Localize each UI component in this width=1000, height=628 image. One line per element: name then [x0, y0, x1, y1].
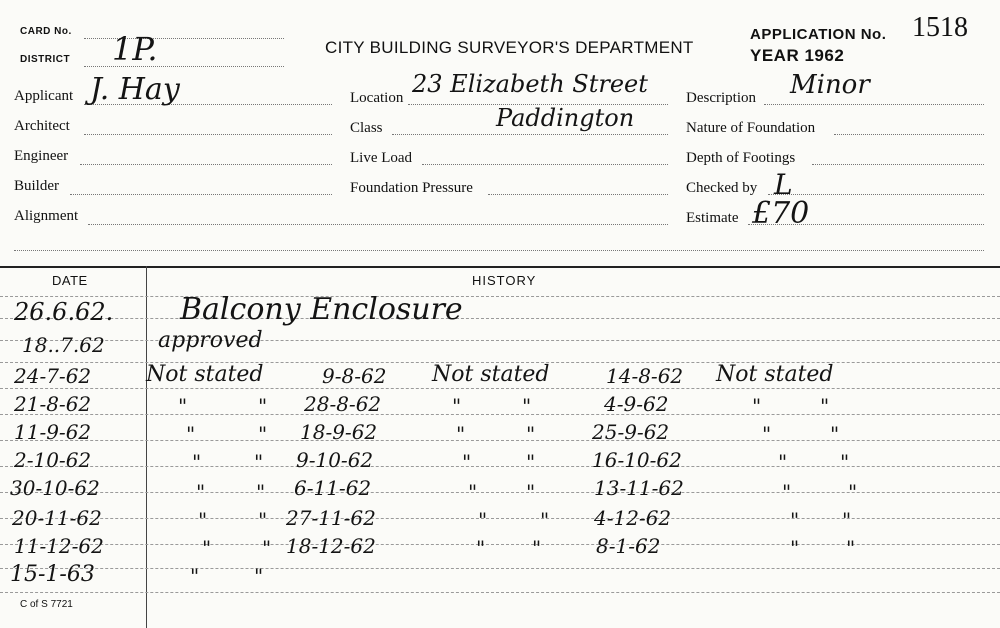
- applicant-label: Applicant: [14, 88, 74, 104]
- ditto-mark: ": [178, 394, 188, 418]
- history-row-5-date-b: 18-9-62: [300, 420, 378, 444]
- ditto-mark: ": [254, 450, 264, 474]
- ditto-mark: ": [202, 536, 212, 560]
- ditto-mark: ": [192, 450, 202, 474]
- ditto-mark: ": [790, 536, 800, 560]
- description-label: Description: [686, 90, 756, 106]
- location-label: Location: [350, 90, 404, 106]
- ditto-mark: ": [848, 480, 858, 504]
- ditto-mark: ": [462, 450, 472, 474]
- history-row-8-date: 20-11-62: [12, 506, 102, 530]
- date-column-divider: [146, 266, 147, 628]
- district-label: DISTRICT: [20, 54, 71, 65]
- location-value-street: 23 Elizabeth Street: [412, 70, 648, 98]
- estimate-value: £70: [752, 196, 810, 231]
- ditto-mark: ": [258, 394, 268, 418]
- ditto-mark: ": [782, 480, 792, 504]
- ditto-mark: ": [840, 450, 850, 474]
- history-row-1-text: Balcony Enclosure: [180, 292, 463, 327]
- history-row-2-text: approved: [158, 328, 263, 353]
- date-header: DATE: [52, 273, 88, 288]
- ditto-mark: ": [762, 422, 772, 446]
- estimate-label: Estimate: [686, 210, 739, 226]
- ditto-mark: ": [258, 422, 268, 446]
- alignment-label: Alignment: [14, 208, 79, 224]
- engineer-label: Engineer: [14, 148, 69, 164]
- history-row-5-date: 11-9-62: [14, 420, 92, 444]
- history-row-6-date-c: 16-10-62: [592, 448, 682, 472]
- ditto-mark: ": [778, 450, 788, 474]
- history-row-4-date-b: 28-8-62: [304, 392, 382, 416]
- nature-label: Nature of Foundation: [686, 120, 816, 136]
- history-row-5-date-c: 25-9-62: [592, 420, 670, 444]
- ditto-mark: ": [254, 564, 264, 588]
- year-label: YEAR 1962: [750, 46, 845, 65]
- history-row-4-date: 21-8-62: [14, 392, 92, 416]
- checked-value: L: [774, 168, 793, 201]
- ditto-mark: ": [452, 394, 462, 418]
- location-value-suburb: Paddington: [496, 104, 635, 132]
- application-number: 1518: [912, 12, 968, 43]
- history-row-7-date-c: 13-11-62: [594, 476, 684, 500]
- ditto-mark: ": [258, 508, 268, 532]
- history-row-6-date: 2-10-62: [14, 448, 92, 472]
- live-load-label: Live Load: [350, 150, 413, 166]
- class-label: Class: [350, 120, 383, 136]
- ditto-mark: ": [190, 564, 200, 588]
- depth-label: Depth of Footings: [686, 150, 796, 166]
- history-row-1-date: 26.6.62.: [14, 298, 114, 326]
- ditto-mark: ": [262, 536, 272, 560]
- card-no-label: CARD No.: [20, 26, 72, 37]
- ditto-mark: ": [532, 536, 542, 560]
- architect-label: Architect: [14, 118, 70, 134]
- district-value: 1P.: [112, 30, 158, 68]
- ditto-mark: ": [540, 508, 550, 532]
- description-value: Minor: [790, 70, 870, 100]
- ditto-mark: ": [790, 508, 800, 532]
- checked-label: Checked by: [686, 180, 758, 196]
- history-row-3-status-b: Not stated: [432, 362, 550, 387]
- foundation-pressure-label: Foundation Pressure: [350, 180, 473, 196]
- history-row-9-date-c: 8-1-62: [596, 534, 661, 558]
- ditto-mark: ": [196, 480, 206, 504]
- ditto-mark: ": [186, 422, 196, 446]
- history-row-10-date: 15-1-63: [10, 562, 95, 587]
- history-row-3-date-c: 14-8-62: [606, 364, 684, 388]
- ditto-mark: ": [522, 394, 532, 418]
- ditto-mark: ": [752, 394, 762, 418]
- history-row-8-date-b: 27-11-62: [286, 506, 376, 530]
- ditto-mark: ": [526, 480, 536, 504]
- history-row-7-date: 30-10-62: [10, 476, 100, 500]
- ditto-mark: ": [468, 480, 478, 504]
- ditto-mark: ": [526, 450, 536, 474]
- ditto-mark: ": [476, 536, 486, 560]
- application-label: APPLICATION No.: [750, 26, 887, 43]
- history-row-3-status-c: Not stated: [716, 362, 834, 387]
- history-row-4-date-c: 4-9-62: [604, 392, 669, 416]
- builder-label: Builder: [14, 178, 59, 194]
- department-title: CITY BUILDING SURVEYOR'S DEPARTMENT: [325, 38, 694, 57]
- ditto-mark: ": [526, 422, 536, 446]
- ditto-mark: ": [842, 508, 852, 532]
- ditto-mark: ": [478, 508, 488, 532]
- history-row-8-date-c: 4-12-62: [594, 506, 672, 530]
- ditto-mark: ": [456, 422, 466, 446]
- history-row-6-date-b: 9-10-62: [296, 448, 374, 472]
- ditto-mark: ": [820, 394, 830, 418]
- history-row-3-date-b: 9-8-62: [322, 364, 387, 388]
- footer-form-code: C of S 7721: [20, 599, 73, 610]
- history-row-9-date-b: 18-12-62: [286, 534, 376, 558]
- ditto-mark: ": [256, 480, 266, 504]
- applicant-value: J. Hay: [90, 72, 180, 107]
- history-row-3-status-a: Not stated: [146, 362, 264, 387]
- history-row-2-date: 18..7.62: [22, 333, 105, 357]
- ditto-mark: ": [846, 536, 856, 560]
- history-header: HISTORY: [472, 273, 537, 288]
- ditto-mark: ": [198, 508, 208, 532]
- history-row-3-date: 24-7-62: [14, 364, 92, 388]
- history-row-9-date: 11-12-62: [14, 534, 104, 558]
- history-top-rule: [0, 266, 1000, 268]
- history-row-7-date-b: 6-11-62: [294, 476, 372, 500]
- ditto-mark: ": [830, 422, 840, 446]
